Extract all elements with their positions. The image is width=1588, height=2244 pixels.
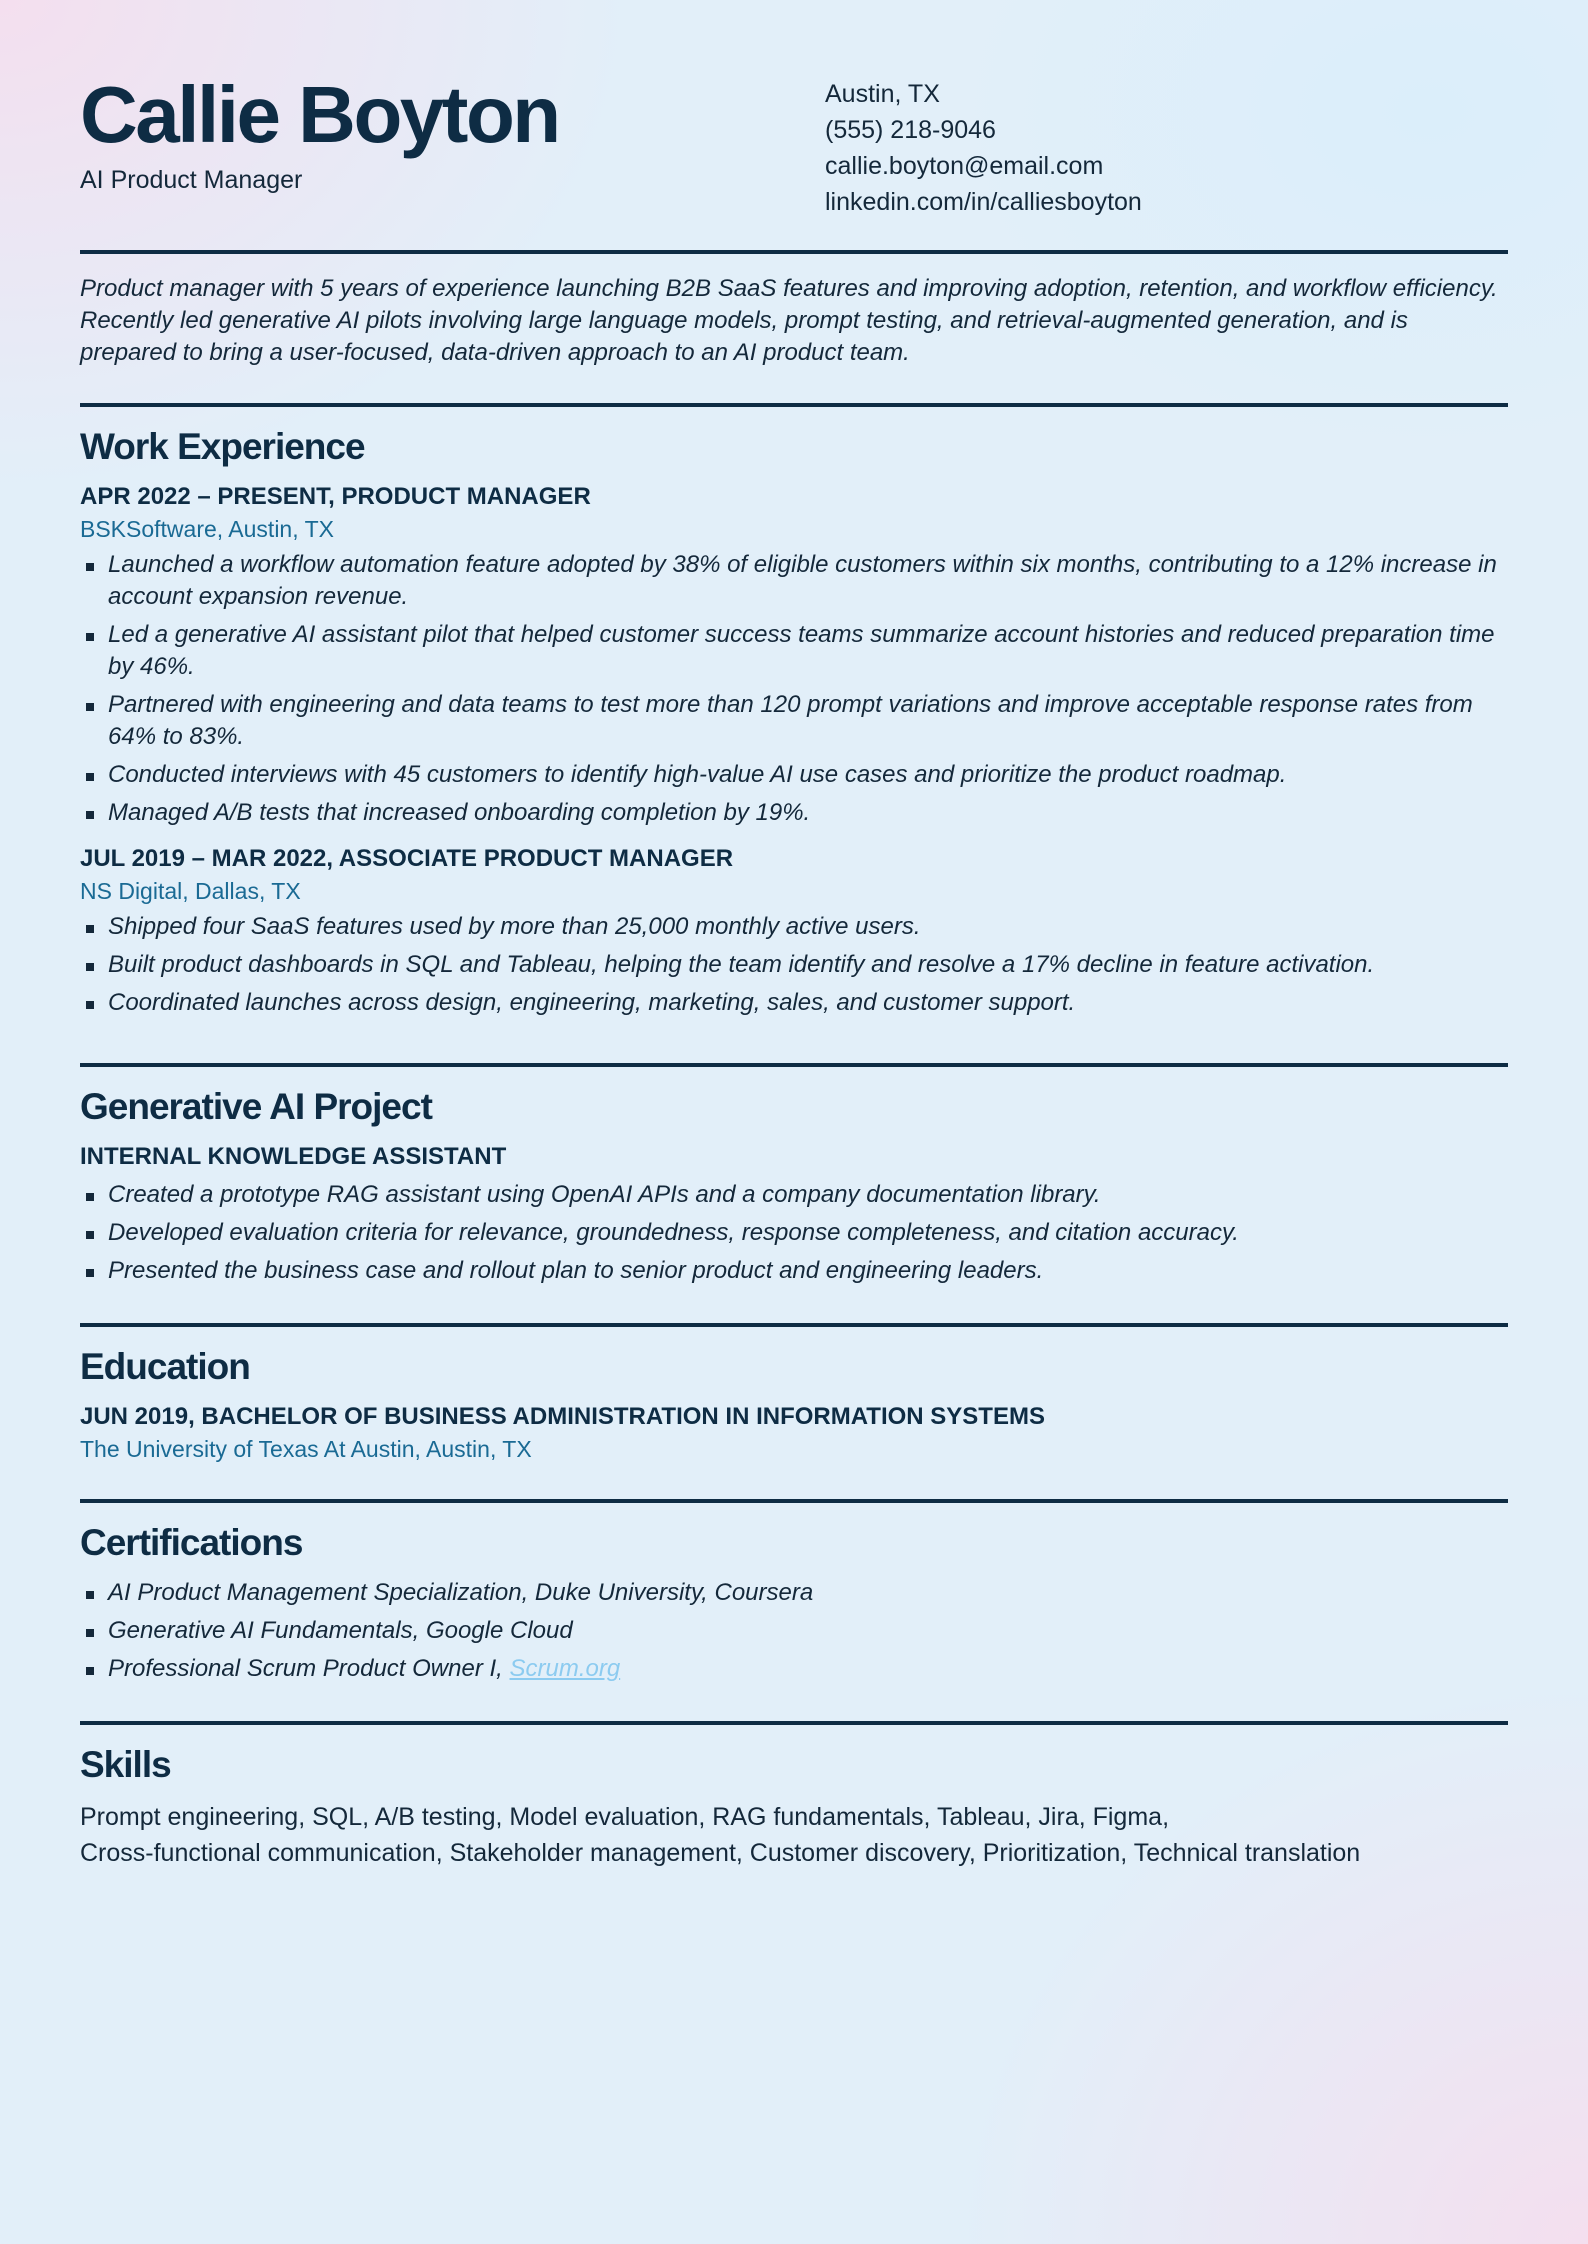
job-company: BSKSoftware, Austin, TX xyxy=(80,516,334,542)
contact-info xyxy=(825,70,1508,250)
contact-email: callie.boyton@email.com xyxy=(825,152,1104,180)
bullet-item: Developed evaluation criteria for relevance, groundedness, response completeness, and citation accuracy. xyxy=(80,1217,1508,1249)
divider xyxy=(80,250,1508,254)
bullet-item: Coordinated launches across design, engineering, marketing, sales, and customer support. xyxy=(80,987,1508,1019)
work-experience-section xyxy=(80,407,1508,1063)
job-bullets xyxy=(80,911,1508,1019)
job-bullets xyxy=(80,549,1508,829)
name-block xyxy=(80,70,559,250)
project-bullets xyxy=(80,1179,1508,1287)
job-heading: JUL 2019 – MAR 2022, ASSOCIATE PRODUCT MANAGER xyxy=(80,845,734,872)
resume-header xyxy=(80,70,1508,250)
section-title: Certifications xyxy=(80,1522,303,1563)
bullet-item: Conducted interviews with 45 customers to identify high-value AI use cases and prioritize the product roadmap. xyxy=(80,759,1508,791)
skills-line: Cross-functional communication, Stakeholder management, Customer discovery, Prioritization, Technical translation xyxy=(80,1839,1361,1867)
certification-item: AI Product Management Specialization, Duke University, Coursera xyxy=(80,1577,1508,1609)
certification-text: Professional Scrum Product Owner I, xyxy=(108,1655,503,1682)
summary: Product manager with 5 years of experience launching B2B SaaS features and improving adoption, retention, and workflow efficiency. Recently led generative AI pilots involving large language models, prompt testing, and retrieval-augmented generation, and is prepared to bring a user-focused, data-driven approach to an AI product team. xyxy=(80,275,1498,366)
certifications-section xyxy=(80,1503,1508,1721)
education-section xyxy=(80,1327,1508,1499)
job-entry xyxy=(80,843,1508,1019)
contact-linkedin: linkedin.com/in/calliesboyton xyxy=(825,188,1142,216)
scrum-org-link[interactable]: Scrum.org xyxy=(509,1655,621,1682)
contact-phone: (555) 218-9046 xyxy=(825,116,996,144)
bullet-item: Created a prototype RAG assistant using OpenAI APIs and a company documentation library. xyxy=(80,1179,1508,1211)
degree: JUN 2019, BACHELOR OF BUSINESS ADMINISTRATION IN INFORMATION SYSTEMS xyxy=(80,1403,1045,1430)
school: The University of Texas At Austin, Austin, TX xyxy=(80,1436,532,1462)
job-company: NS Digital, Dallas, TX xyxy=(80,878,301,904)
candidate-name: Callie Boyton xyxy=(80,70,559,159)
bullet-item: Managed A/B tests that increased onboarding completion by 19%. xyxy=(80,797,1508,829)
bullet-item: Shipped four SaaS features used by more than 25,000 monthly active users. xyxy=(80,911,1508,943)
bullet-item: Built product dashboards in SQL and Tableau, helping the team identify and resolve a 17% decline in feature activation. xyxy=(80,949,1508,981)
project-section xyxy=(80,1067,1508,1323)
section-title: Generative AI Project xyxy=(80,1086,432,1127)
certification-item xyxy=(80,1653,1508,1685)
section-title: Skills xyxy=(80,1744,171,1785)
candidate-title: AI Product Manager xyxy=(80,166,303,194)
contact-location: Austin, TX xyxy=(825,80,940,108)
bullet-item: Partnered with engineering and data teams to test more than 120 prompt variations and improve acceptable response rates from 64% to 83%. xyxy=(80,689,1508,753)
bullet-item: Presented the business case and rollout plan to senior product and engineering leaders. xyxy=(80,1255,1508,1287)
certification-list xyxy=(80,1577,1508,1685)
section-title: Education xyxy=(80,1346,250,1387)
bullet-item: Launched a workflow automation feature adopted by 38% of eligible customers within six months, contributing to a 12% increase in account expansion revenue. xyxy=(80,549,1508,613)
skills-section xyxy=(80,1725,1508,1901)
skills-line: Prompt engineering, SQL, A/B testing, Model evaluation, RAG fundamentals, Tableau, Jira, Figma, xyxy=(80,1803,1170,1831)
bullet-item: Led a generative AI assistant pilot that helped customer success teams summarize account histories and reduced preparation time by 46%. xyxy=(80,619,1508,683)
job-heading: APR 2022 – PRESENT, PRODUCT MANAGER xyxy=(80,483,591,510)
skills-list xyxy=(80,1799,1508,1871)
certification-item: Generative AI Fundamentals, Google Cloud xyxy=(80,1615,1508,1647)
project-name: INTERNAL KNOWLEDGE ASSISTANT xyxy=(80,1143,507,1170)
section-title: Work Experience xyxy=(80,426,365,467)
resume xyxy=(80,70,1508,1901)
job-entry xyxy=(80,481,1508,829)
